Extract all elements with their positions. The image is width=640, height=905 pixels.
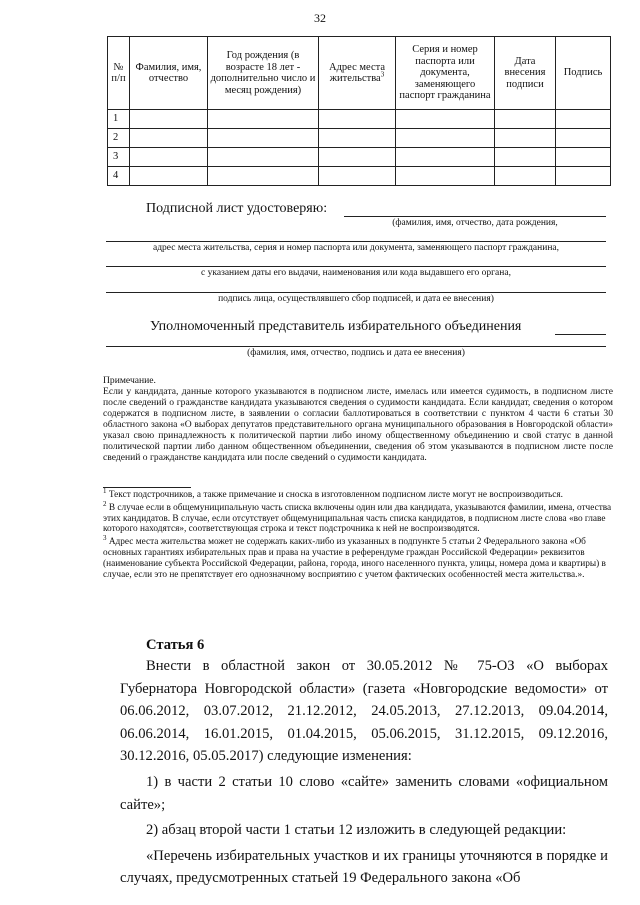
col-header-date: Дата внесения подписи bbox=[495, 37, 556, 110]
article-paragraph: 2) абзац второй части 1 статьи 12 изложить в следующей редакции: bbox=[146, 822, 567, 839]
footnote-mark: 2 bbox=[103, 499, 107, 508]
table-row bbox=[108, 129, 611, 148]
col-header-number: № п/п bbox=[108, 37, 130, 110]
footnote-text: В случае если в общемуниципальную часть списка включены один или два кандидата, указываются фамилии, имена, отчества этих кандидатов. В случае, если отсутствует общемуниципальная часть списка кандидатов, в подписном листе слова «во главе которого находятся», соответствующая строка и текст подстрочника к ней не воспроизводятся. bbox=[103, 502, 612, 535]
representative-label: Уполномоченный представитель избирательного объединения bbox=[150, 319, 522, 334]
certify-caption-3: с указанием даты его выдачи, наименования или кода выдавшего его органа, bbox=[201, 268, 511, 278]
row-number: 3 bbox=[108, 148, 130, 167]
footnote-text: Адрес места жительства может не содержать каких-либо из указанных в подпункте 5 статьи 2 Федерального закона «Об основных гарантиях избирательных прав и права на участие в референдуме граждан Российской Федерации» реквизитов (наименование субъекта Российской Федерации, района, города, иного населенного пункта, улицы, номера дома и квартиры) в случае, если это не препятствует его однозначному восприятию с учетом фактических особенностей места жительства.». bbox=[103, 537, 606, 580]
table-row bbox=[108, 110, 611, 129]
col-header-signature: Подпись bbox=[556, 37, 611, 110]
certify-line-3 bbox=[106, 266, 606, 267]
address-header-text: Адрес места жительства bbox=[329, 61, 385, 84]
note-title: Примечание. bbox=[103, 375, 156, 386]
table-row bbox=[108, 167, 611, 186]
certify-line-4 bbox=[106, 292, 606, 293]
footnote-mark: 1 bbox=[103, 486, 107, 495]
article-body bbox=[120, 655, 608, 890]
footnote bbox=[103, 486, 613, 501]
table-row bbox=[108, 148, 611, 167]
row-number: 2 bbox=[108, 129, 130, 148]
col-header-address bbox=[319, 37, 396, 110]
representative-line bbox=[106, 346, 606, 347]
article-paragraph: Внести в областной закон от 30.05.2012 № 75-ОЗ «О выборах Губернатора Новгородской области» (газета «Новгородские ведомости» от 06.06.2012, 03.07.2012, 21.12.2012, 24.05.2013, 27.12.2013, 09.04.2014, 06.06.2014, 16.01.2015, 01.04.2015, 05.06.2015, 31.12.2015, 09.12.2016, 30.12.2016, 05.05.2017) следующие изменения: bbox=[120, 658, 608, 765]
certify-caption-4: подпись лица, осуществлявшего сбор подписей, и дата ее внесения) bbox=[218, 294, 494, 304]
col-header-birth-year: Год рождения (в возрасте 18 лет - дополнительно число и месяц рождения) bbox=[208, 37, 319, 110]
signature-table bbox=[107, 36, 611, 186]
certify-line-1 bbox=[344, 216, 606, 217]
article-paragraph: «Перечень избирательных участков и их границы уточняются в порядке и случаях, предусмотренных статьей 19 Федерального закона «Об bbox=[120, 847, 608, 887]
footnote-separator bbox=[103, 487, 191, 488]
row-number: 4 bbox=[108, 167, 130, 186]
col-header-passport: Серия и номер паспорта или документа, заменяющего паспорт гражданина bbox=[396, 37, 495, 110]
row-number: 1 bbox=[108, 110, 130, 129]
footnote bbox=[103, 534, 613, 580]
representative-caption: (фамилия, имя, отчество, подпись и дата ее внесения) bbox=[247, 348, 465, 358]
footnote-mark: 3 bbox=[103, 534, 107, 543]
page-number: 32 bbox=[314, 11, 326, 25]
footnotes bbox=[103, 486, 613, 582]
certify-line-2 bbox=[106, 241, 606, 242]
article-heading: Статья 6 bbox=[146, 637, 205, 653]
article-paragraph: 1) в части 2 статьи 10 слово «сайте» заменить словами «официальном сайте»; bbox=[120, 773, 608, 813]
footnote-text: Текст подстрочников, а также примечание и сноска в изготовленном подписном листе могут не воспроизводиться. bbox=[108, 490, 564, 500]
certify-label: Подписной лист удостоверяю: bbox=[146, 201, 328, 216]
certify-caption-2: адрес места жительства, серия и номер паспорта или документа, заменяющего паспорт гражданина, bbox=[152, 243, 559, 253]
footnote bbox=[103, 499, 613, 535]
representative-line-short bbox=[555, 334, 606, 335]
col-header-name: Фамилия, имя, отчество bbox=[130, 37, 208, 110]
certify-caption-1: (фамилия, имя, отчество, дата рождения, bbox=[392, 218, 558, 228]
footnote-mark-3: 3 bbox=[380, 70, 385, 79]
note-block bbox=[103, 375, 613, 463]
note-text: Если у кандидата, данные которого указываются в подписном листе, имелась или имеется судимость, в подписном листе после сведений о гражданстве кандидата указываются сведения о судимости кандидата. Если кандидат, сведения о котором содержатся в подписном листе, в заявлении о согласии баллотироваться в соответствии с пунктом 4 части 6 статьи 30 областного закона «О выборах депутатов представительного органа муниципального образования в Новгородской области» указал свою принадлежность к политической партии либо иному общественному объединению и свой статус в данной политической партии либо данном общественном объединении, сведения об этом указываются в подписном листе после сведений о гражданстве кандидата или после сведений о судимости кандидата. bbox=[103, 386, 613, 463]
